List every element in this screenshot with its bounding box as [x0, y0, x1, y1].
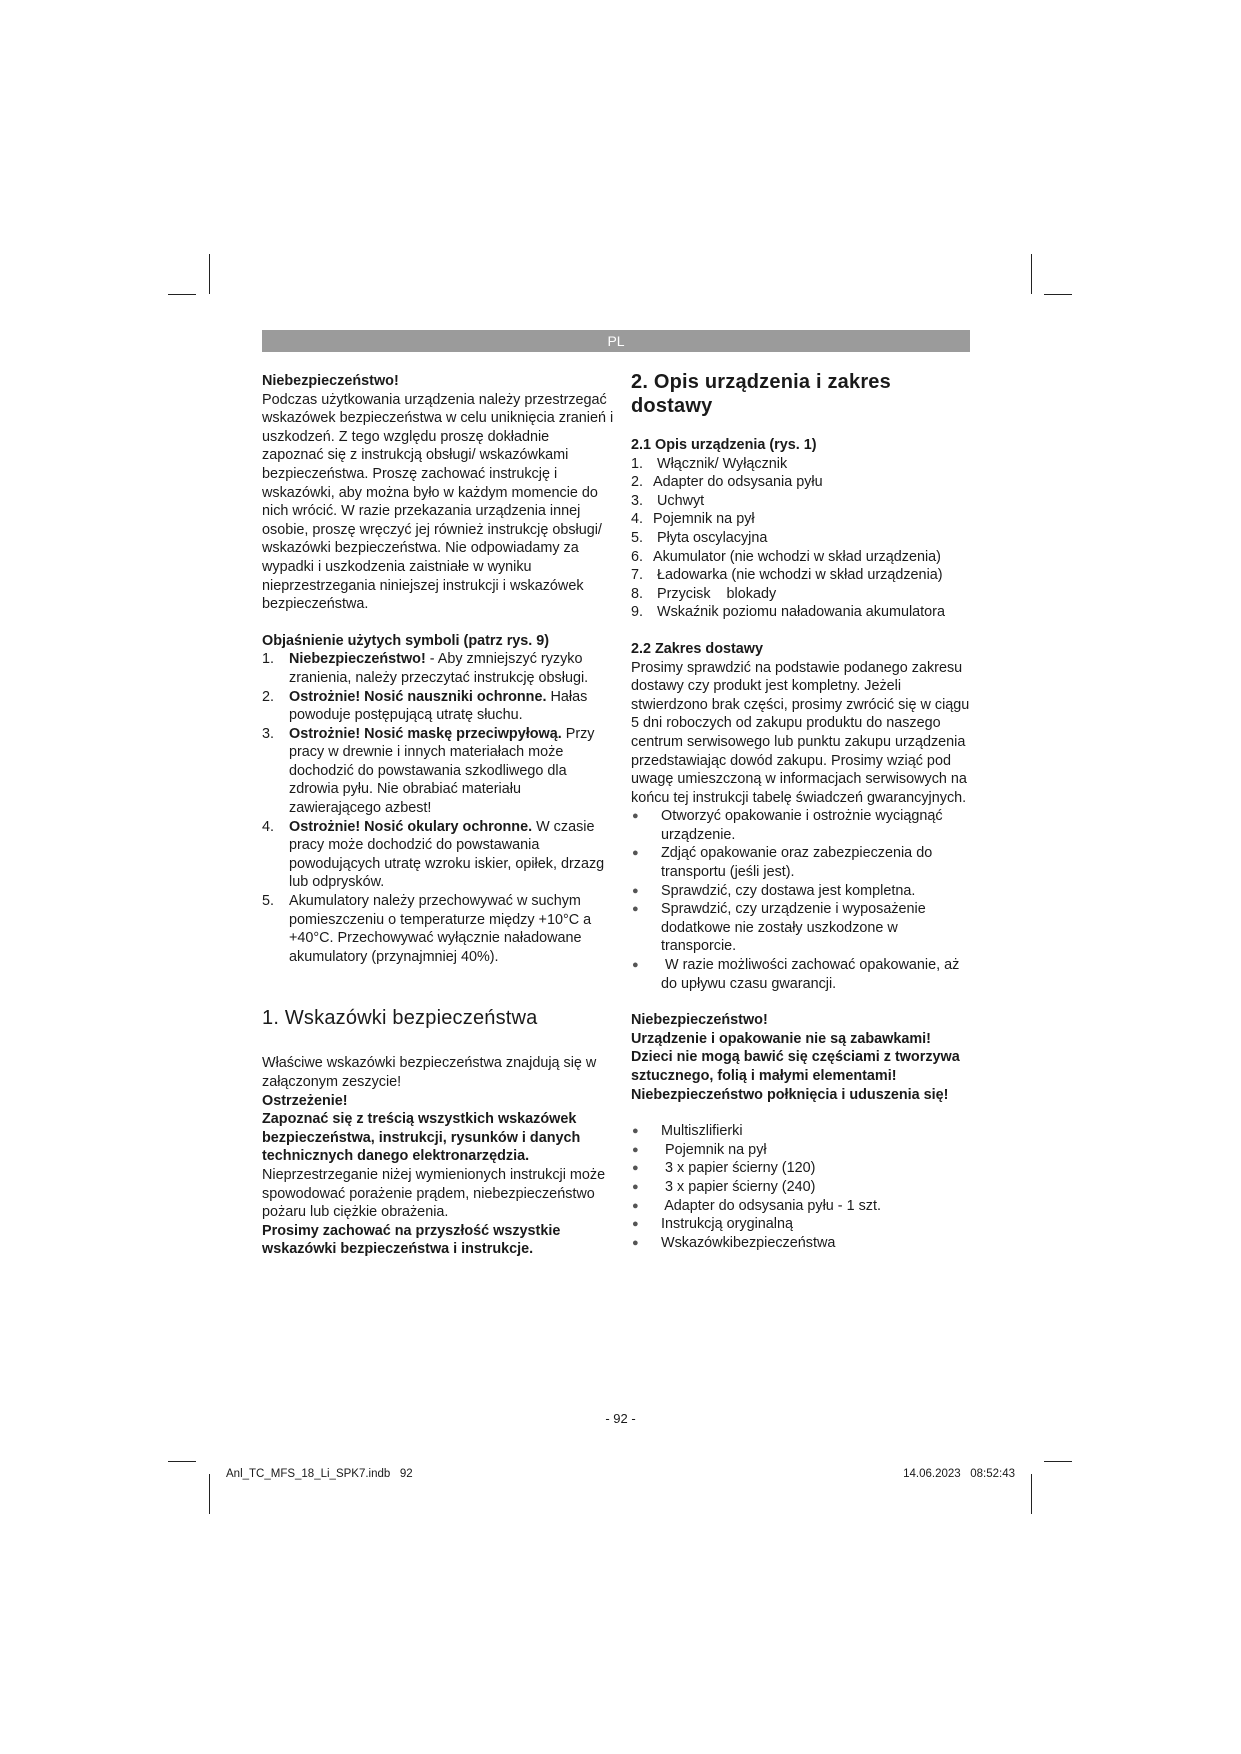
item-text: Sprawdzić, czy urządzenie i wyposażenie dodatkowe nie zostały uszkodzone w transporcie. — [661, 901, 926, 955]
section-1-intro: Właściwe wskazówki bezpieczeństwa znajdują się w załączonym zeszycie! — [262, 1055, 597, 1090]
item-text: Wskaźnik poziomu naładowania akumulatora — [653, 604, 945, 621]
crop-mark — [1044, 294, 1072, 295]
list-item — [631, 548, 976, 567]
item-number: 7. — [631, 567, 644, 584]
item-number: 3. — [631, 492, 644, 509]
item-text: Przy pracy w drewnie i innych materiałach może dochodzić do powstawania szkodliwego dla zdrowia pyłu. Nie obrabiać materiału zawierającego azbest! — [289, 725, 595, 817]
item-number: 5. — [262, 893, 275, 910]
item-text: 3 x papier ścierny (240) — [661, 1178, 816, 1195]
symbols-list — [262, 650, 614, 966]
item-text: Instrukcją oryginalną — [661, 1216, 793, 1233]
list-item — [631, 1234, 976, 1253]
bullet-icon: ● — [632, 884, 639, 897]
item-text: Pojemnik na pył — [661, 1141, 767, 1158]
item-text: Sprawdzić, czy dostawa jest kompletna. — [661, 882, 916, 899]
list-item — [631, 1178, 976, 1197]
crop-mark — [168, 1461, 196, 1462]
language-label: PL — [607, 333, 625, 349]
item-text: Włącznik/ Wyłącznik — [653, 455, 788, 472]
bullet-icon: ● — [632, 1143, 639, 1156]
item-bold-text: Niebezpieczeństwo! — [289, 651, 426, 668]
item-number: 2. — [262, 688, 275, 705]
crop-mark — [168, 294, 196, 295]
item-text: Adapter do odsysania pyłu — [653, 474, 823, 491]
item-number: 1. — [262, 651, 275, 668]
bullet-icon: ● — [632, 1125, 639, 1138]
crop-mark — [209, 254, 210, 294]
keep-instructions-text: Prosimy zachować na przyszłość wszystkie wskazówki bezpieczeństwa i instrukcje. — [262, 1222, 561, 1258]
bullet-icon: ● — [632, 1236, 639, 1249]
list-item — [631, 473, 976, 492]
item-number: 2. — [631, 474, 644, 491]
bullet-icon: ● — [632, 1199, 639, 1212]
bullet-icon: ● — [632, 1180, 639, 1193]
subsection-2-2-title: 2.2 Zakres dostawy — [631, 640, 763, 657]
bullet-icon: ● — [632, 1218, 639, 1231]
bullet-icon: ● — [632, 810, 639, 823]
bullet-icon: ● — [632, 959, 639, 972]
list-item — [631, 510, 976, 529]
parts-list — [631, 455, 976, 622]
bullet-icon: ● — [632, 847, 639, 860]
list-item — [631, 585, 976, 604]
page-number: - 92 - — [605, 1411, 636, 1426]
list-item — [262, 892, 614, 966]
list-item — [631, 603, 976, 622]
item-text: Multiszlifierki — [661, 1123, 743, 1140]
list-item — [631, 1141, 976, 1160]
item-bold-text: Ostrożnie! Nosić maskę przeciwpyłową. — [289, 725, 562, 742]
delivery-paragraph: Prosimy sprawdzić na podstawie podanego zakresu dostawy czy produkt jest kompletny. Jeżeli stwierdzono brak części, prosimy zwrócić się w ciągu 5 dni roboczych od zakupu produktu do naszego centrum serwisowego lub punktu zakupu urządzenia przedstawiając dowód zakupu. Prosimy wziąć pod uwagę umieszczoną w informacjach serwisowych na końcu tej instrukcji tabelę świadczeń gwarancyjnych. — [631, 659, 970, 806]
list-item — [631, 956, 976, 993]
list-item — [631, 882, 976, 901]
bullet-icon: ● — [632, 1162, 639, 1175]
item-text: Hałas powoduje postępującą utratę słuchu. — [289, 688, 588, 724]
list-item — [631, 492, 976, 511]
list-item — [631, 1197, 976, 1216]
item-bold-text: Ostrożnie! Nosić nauszniki ochronne. — [289, 688, 547, 705]
item-bold-text: Ostrożnie! Nosić okulary ochronne. — [289, 818, 533, 835]
item-text: W czasie pracy może dochodzić do powstawania powodujących utratę wzroku iskier, opiłek, drzazg lub odprysków. — [289, 818, 605, 891]
item-text: Płyta oscylacyjna — [653, 529, 768, 546]
subsection-2-1-title: 2.1 Opis urządzenia (rys. 1) — [631, 437, 817, 453]
crop-mark — [1031, 1474, 1032, 1514]
item-text: Pojemnik na pył — [653, 511, 755, 528]
item-number: 4. — [631, 511, 644, 528]
list-item — [631, 455, 976, 474]
item-text: Akumulatory należy przechowywać w suchym pomieszczeniu o temperaturze między +10°C a +40°C. Przechowywać wyłącznie naładowane akumulatory (przynajmniej 40%). — [289, 893, 592, 965]
danger-heading: Niebezpieczeństwo! — [262, 373, 399, 389]
item-text: Wskazówkibezpieczeństwa — [661, 1234, 836, 1251]
list-item — [631, 807, 976, 844]
warning-paragraph — [262, 1110, 614, 1222]
item-text: Ładowarka (nie wchodzi w skład urządzenia) — [653, 567, 943, 584]
item-text: - Aby zmniejszyć ryzyko zranienia, należy przeczytać instrukcję obsługi. — [289, 651, 589, 686]
bullet-icon: ● — [632, 903, 639, 916]
print-timestamp: 14.06.2023 08:52:43 — [903, 1468, 1015, 1480]
language-header-bar — [262, 330, 970, 352]
list-item — [262, 818, 614, 892]
list-item — [631, 1215, 976, 1234]
list-item — [262, 688, 614, 725]
item-text: Uchwyt — [653, 492, 705, 509]
list-item — [631, 844, 976, 881]
section-2-title: 2. Opis urządzenia i zakres dostawy — [631, 371, 891, 417]
item-number: 4. — [262, 818, 275, 835]
list-item — [262, 650, 614, 687]
item-number: 9. — [631, 604, 644, 621]
crop-mark — [209, 1474, 210, 1514]
item-text: 3 x papier ścierny (120) — [661, 1160, 816, 1177]
item-text: W razie możliwości zachować opakowanie, aż do upływu czasu gwarancji. — [661, 957, 964, 992]
print-file-name: Anl_TC_MFS_18_Li_SPK7.indb 92 — [226, 1468, 413, 1480]
item-number: 6. — [631, 548, 644, 565]
item-number: 8. — [631, 585, 644, 602]
item-text: Adapter do odsysania pyłu - 1 szt. — [661, 1197, 881, 1214]
item-text: Przycisk blokady — [653, 585, 777, 602]
list-item — [262, 725, 614, 818]
item-number: 1. — [631, 455, 644, 472]
warning-text: Nieprzestrzeganie niżej wymienionych instrukcji może spowodować porażenie prądem, niebezpieczeństwo pożaru lub ciężkie obrażenia. — [262, 1166, 606, 1221]
unpacking-steps-list — [631, 807, 976, 993]
right-column — [631, 370, 976, 1252]
symbols-heading: Objaśnienie użytych symboli (patrz rys. 9) — [262, 632, 550, 649]
list-item — [631, 1122, 976, 1141]
danger-paragraph: Podczas użytkowania urządzenia należy przestrzegać wskazówek bezpieczeństwa w celu uniknięcia zranień i uszkodzeń. Z tego względu proszę dokładnie zapoznać się z instrukcją obsługi/ wskazówkami bezpieczeństwa. Proszę zachować instrukcję i wskazówki, aby można było w każdym momencie do nich wrócić. W razie przekazania urządzenia innej osobie, proszę wręczyć jej również instrukcję obsługi/ wskazówki bezpieczeństwa. Nie odpowiadamy za wypadki i uszkodzenia zaistniałe w wyniku nieprzestrzegania niniejszej instrukcji i wskazówek bezpieczeństwa. — [262, 391, 614, 613]
delivery-contents-list — [631, 1122, 976, 1252]
warning-bold-text: Zapoznać się z treścią wszystkich wskazówek bezpieczeństwa, instrukcji, rysunków i danych technicznych danego elektronarzędzia. — [262, 1111, 581, 1165]
item-text: Akumulator (nie wchodzi w skład urządzenia) — [653, 548, 941, 565]
crop-mark — [1031, 254, 1032, 294]
crop-mark — [1044, 1461, 1072, 1462]
list-item — [631, 566, 976, 585]
left-column — [262, 372, 614, 1259]
danger-2-paragraph: Urządzenie i opakowanie nie są zabawkami! Dzieci nie mogą bawić się częściami z tworzywa sztucznego, folią i małymi elementami! Niebezpieczeństwo połknięcia i uduszenia się! — [631, 1030, 960, 1103]
item-number: 5. — [631, 529, 644, 546]
warning-heading: Ostrzeżenie! — [262, 1092, 348, 1109]
list-item — [631, 529, 976, 548]
item-text: Zdjąć opakowanie oraz zabezpieczenia do transportu (jeśli jest). — [661, 845, 933, 881]
list-item — [631, 900, 976, 956]
item-text: Otworzyć opakowanie i ostrożnie wyciągnąć urządzenie. — [661, 808, 943, 843]
item-number: 3. — [262, 725, 275, 742]
section-1-title: 1. Wskazówki bezpieczeństwa — [262, 1007, 538, 1030]
list-item — [631, 1159, 976, 1178]
danger-2-heading: Niebezpieczeństwo! — [631, 1012, 768, 1029]
